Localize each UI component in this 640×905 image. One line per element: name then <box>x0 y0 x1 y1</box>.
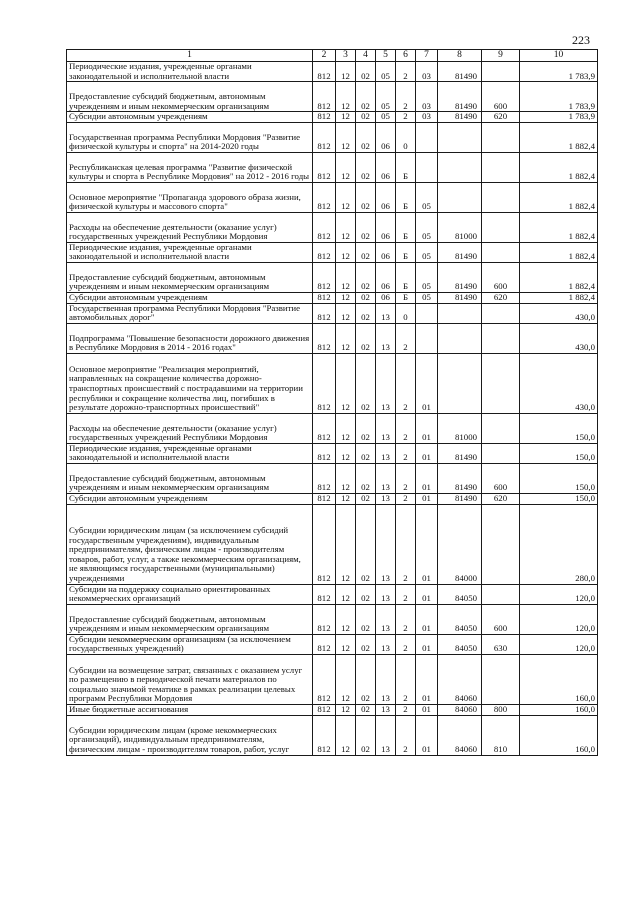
col-6-value: 0 <box>396 122 416 152</box>
col-9-value <box>482 504 520 584</box>
amount-value: 120,0 <box>520 584 598 604</box>
col-7-value: 01 <box>416 463 438 493</box>
col-4-value: 02 <box>356 504 376 584</box>
col-4-value: 02 <box>356 353 376 413</box>
table-row <box>67 212 598 242</box>
col-6-value: 2 <box>396 323 416 353</box>
col-6-value: Б <box>396 212 416 242</box>
col-7-value: 05 <box>416 292 438 303</box>
col-3-value: 12 <box>336 413 356 443</box>
col-4-value: 02 <box>356 212 376 242</box>
col-6-value: 2 <box>396 443 416 463</box>
row-label: Периодические издания, учрежденные органами законодательной и исполнительной власти <box>67 242 313 262</box>
col-3-value: 12 <box>336 323 356 353</box>
row-label: Основное мероприятие "Реализация мероприятий, направленных на сокращение количества дорожно-транспортных происшествий с пострадавшими на территории республики и сокращение количества лиц, погибших в результате дорожно-транспортных происшествий" <box>67 353 313 413</box>
col-6-value: 0 <box>396 303 416 323</box>
col-2-value: 812 <box>313 604 336 634</box>
col-5-value: 05 <box>376 82 396 112</box>
col-3-value: 12 <box>336 303 356 323</box>
col-4-value: 02 <box>356 634 376 654</box>
col-7-value: 01 <box>416 413 438 443</box>
col-3-value: 12 <box>336 242 356 262</box>
col-9-value <box>482 303 520 323</box>
col-7-value: 01 <box>416 584 438 604</box>
col-6-value: Б <box>396 292 416 303</box>
col-3-value: 12 <box>336 82 356 112</box>
row-label: Субсидии некоммерческим организациям (за исключением государственных учреждений) <box>67 634 313 654</box>
col-9-value: 630 <box>482 634 520 654</box>
col-4-value: 02 <box>356 112 376 123</box>
col-4-value: 02 <box>356 604 376 634</box>
col-8-value <box>438 152 482 182</box>
col-3-value: 12 <box>336 463 356 493</box>
col-8-value: 81490 <box>438 262 482 292</box>
column-header: 4 <box>356 50 376 62</box>
col-6-value: 2 <box>396 463 416 493</box>
col-9-value: 600 <box>482 463 520 493</box>
col-6-value: 2 <box>396 62 416 82</box>
col-4-value: 02 <box>356 493 376 504</box>
col-5-value: 13 <box>376 704 396 715</box>
row-label: Иные бюджетные ассигнования <box>67 704 313 715</box>
col-6-value: 2 <box>396 654 416 704</box>
col-9-value <box>482 443 520 463</box>
col-9-value <box>482 62 520 82</box>
col-8-value <box>438 122 482 152</box>
col-7-value: 01 <box>416 604 438 634</box>
amount-value: 150,0 <box>520 443 598 463</box>
col-3-value: 12 <box>336 122 356 152</box>
col-9-value <box>482 323 520 353</box>
col-2-value: 812 <box>313 504 336 584</box>
col-4-value: 02 <box>356 152 376 182</box>
col-5-value: 13 <box>376 504 396 584</box>
col-9-value: 600 <box>482 82 520 112</box>
col-9-value <box>482 413 520 443</box>
row-label: Государственная программа Республики Мордовия "Развитие автомобильных дорог" <box>67 303 313 323</box>
amount-value: 1 783,9 <box>520 82 598 112</box>
col-2-value: 812 <box>313 634 336 654</box>
col-4-value: 02 <box>356 262 376 292</box>
column-header: 7 <box>416 50 438 62</box>
col-4-value: 02 <box>356 443 376 463</box>
col-2-value: 812 <box>313 323 336 353</box>
table-row <box>67 292 598 303</box>
col-4-value: 02 <box>356 62 376 82</box>
col-9-value <box>482 182 520 212</box>
col-7-value: 01 <box>416 443 438 463</box>
amount-value: 430,0 <box>520 303 598 323</box>
col-5-value: 13 <box>376 443 396 463</box>
column-header: 8 <box>438 50 482 62</box>
col-5-value: 05 <box>376 62 396 82</box>
amount-value: 160,0 <box>520 654 598 704</box>
col-8-value: 81490 <box>438 62 482 82</box>
col-2-value: 812 <box>313 463 336 493</box>
amount-value: 160,0 <box>520 704 598 715</box>
table-row <box>67 463 598 493</box>
col-5-value: 13 <box>376 493 396 504</box>
amount-value: 1 882,4 <box>520 212 598 242</box>
col-9-value <box>482 152 520 182</box>
amount-value: 1 882,4 <box>520 262 598 292</box>
table-row <box>67 704 598 715</box>
col-3-value: 12 <box>336 292 356 303</box>
col-9-value <box>482 654 520 704</box>
col-5-value: 13 <box>376 584 396 604</box>
col-7-value: 01 <box>416 704 438 715</box>
row-label: Субсидии на возмещение затрат, связанных с оказанием услуг по размещению в периодической печати материалов по социально значимой тематике в рамках реализации целевых программ Республики Мордовия <box>67 654 313 704</box>
col-8-value: 84060 <box>438 704 482 715</box>
row-label: Предоставление субсидий бюджетным, автономным учреждениям и иным некоммерческим организациям <box>67 604 313 634</box>
row-label: Периодические издания, учрежденные органами законодательной и исполнительной власти <box>67 62 313 82</box>
col-6-value: 2 <box>396 82 416 112</box>
col-5-value: 05 <box>376 112 396 123</box>
col-4-value: 02 <box>356 242 376 262</box>
amount-value: 150,0 <box>520 413 598 443</box>
col-2-value: 812 <box>313 704 336 715</box>
col-5-value: 13 <box>376 634 396 654</box>
col-2-value: 812 <box>313 292 336 303</box>
row-label: Субсидии автономным учреждениям <box>67 493 313 504</box>
col-5-value: 13 <box>376 604 396 634</box>
col-2-value: 812 <box>313 242 336 262</box>
col-8-value: 81490 <box>438 463 482 493</box>
col-5-value: 13 <box>376 715 396 755</box>
col-7-value <box>416 152 438 182</box>
col-7-value: 05 <box>416 182 438 212</box>
amount-value: 1 882,4 <box>520 242 598 262</box>
col-3-value: 12 <box>336 353 356 413</box>
col-5-value: 06 <box>376 292 396 303</box>
col-6-value: 2 <box>396 604 416 634</box>
col-5-value: 13 <box>376 323 396 353</box>
col-8-value: 81490 <box>438 443 482 463</box>
col-5-value: 06 <box>376 242 396 262</box>
table-row <box>67 604 598 634</box>
col-9-value <box>482 122 520 152</box>
col-8-value: 84050 <box>438 584 482 604</box>
row-label: Республиканская целевая программа "Развитие физической культуры и спорта в Республике Мордовия" на 2012 - 2016 годы <box>67 152 313 182</box>
col-3-value: 12 <box>336 584 356 604</box>
table-row <box>67 82 598 112</box>
col-7-value: 03 <box>416 62 438 82</box>
col-8-value: 81490 <box>438 112 482 123</box>
col-8-value: 81000 <box>438 413 482 443</box>
col-8-value: 81490 <box>438 242 482 262</box>
amount-value: 1 882,4 <box>520 292 598 303</box>
table-row <box>67 715 598 755</box>
col-2-value: 812 <box>313 654 336 704</box>
col-7-value <box>416 323 438 353</box>
column-header: 9 <box>482 50 520 62</box>
col-9-value <box>482 212 520 242</box>
col-6-value: 2 <box>396 634 416 654</box>
col-9-value: 620 <box>482 112 520 123</box>
col-6-value: Б <box>396 242 416 262</box>
col-3-value: 12 <box>336 634 356 654</box>
col-3-value: 12 <box>336 604 356 634</box>
col-4-value: 02 <box>356 584 376 604</box>
col-2-value: 812 <box>313 584 336 604</box>
row-label: Субсидии юридическим лицам (за исключением субсидий государственным учреждениям), индивидуальным предпринимателям, физическим лицам - производителям товаров, работ, услуг, а также некоммерческим организациям, не являющимся государственными (муниципальными) учреждениями <box>67 504 313 584</box>
column-header: 1 <box>67 50 313 62</box>
col-2-value: 812 <box>313 353 336 413</box>
column-header: 2 <box>313 50 336 62</box>
col-5-value: 13 <box>376 413 396 443</box>
col-5-value: 06 <box>376 182 396 212</box>
amount-value: 160,0 <box>520 715 598 755</box>
col-8-value <box>438 182 482 212</box>
col-2-value: 812 <box>313 112 336 123</box>
col-4-value: 02 <box>356 413 376 443</box>
table-row <box>67 493 598 504</box>
table-row <box>67 413 598 443</box>
col-9-value: 620 <box>482 493 520 504</box>
row-label: Субсидии автономным учреждениям <box>67 292 313 303</box>
col-4-value: 02 <box>356 463 376 493</box>
col-9-value: 800 <box>482 704 520 715</box>
col-4-value: 02 <box>356 704 376 715</box>
col-9-value <box>482 584 520 604</box>
col-4-value: 02 <box>356 182 376 212</box>
table-row <box>67 242 598 262</box>
col-3-value: 12 <box>336 443 356 463</box>
col-7-value: 05 <box>416 212 438 242</box>
col-3-value: 12 <box>336 504 356 584</box>
col-6-value: 2 <box>396 112 416 123</box>
col-7-value: 01 <box>416 634 438 654</box>
table-row <box>67 122 598 152</box>
col-9-value: 600 <box>482 604 520 634</box>
amount-value: 1 882,4 <box>520 182 598 212</box>
col-5-value: 13 <box>376 303 396 323</box>
col-2-value: 812 <box>313 62 336 82</box>
row-label: Основное мероприятие "Пропаганда здорового образа жизни, физической культуры и массового спорта" <box>67 182 313 212</box>
col-2-value: 812 <box>313 152 336 182</box>
col-2-value: 812 <box>313 262 336 292</box>
col-9-value <box>482 242 520 262</box>
col-4-value: 02 <box>356 654 376 704</box>
col-8-value: 84060 <box>438 654 482 704</box>
col-8-value <box>438 353 482 413</box>
col-9-value <box>482 353 520 413</box>
amount-value: 430,0 <box>520 353 598 413</box>
col-2-value: 812 <box>313 212 336 242</box>
amount-value: 150,0 <box>520 463 598 493</box>
col-8-value <box>438 303 482 323</box>
col-3-value: 12 <box>336 654 356 704</box>
amount-value: 1 882,4 <box>520 152 598 182</box>
col-4-value: 02 <box>356 82 376 112</box>
col-5-value: 06 <box>376 212 396 242</box>
column-header: 10 <box>520 50 598 62</box>
table-row <box>67 443 598 463</box>
col-2-value: 812 <box>313 122 336 152</box>
col-7-value: 05 <box>416 262 438 292</box>
col-2-value: 812 <box>313 182 336 212</box>
col-4-value: 02 <box>356 303 376 323</box>
col-3-value: 12 <box>336 112 356 123</box>
col-8-value: 81490 <box>438 292 482 303</box>
col-6-value: Б <box>396 152 416 182</box>
table-row <box>67 584 598 604</box>
col-2-value: 812 <box>313 303 336 323</box>
budget-table <box>66 49 598 756</box>
col-6-value: Б <box>396 262 416 292</box>
row-label: Субсидии автономным учреждениям <box>67 112 313 123</box>
col-6-value: 2 <box>396 413 416 443</box>
table-row <box>67 654 598 704</box>
col-4-value: 02 <box>356 323 376 353</box>
col-6-value: 2 <box>396 584 416 604</box>
col-8-value: 84000 <box>438 504 482 584</box>
col-7-value <box>416 122 438 152</box>
col-2-value: 812 <box>313 413 336 443</box>
table-row <box>67 634 598 654</box>
col-2-value: 812 <box>313 82 336 112</box>
table-row <box>67 112 598 123</box>
table-row <box>67 152 598 182</box>
table-row <box>67 303 598 323</box>
col-3-value: 12 <box>336 715 356 755</box>
col-8-value: 84060 <box>438 715 482 755</box>
col-5-value: 13 <box>376 654 396 704</box>
col-8-value: 84050 <box>438 634 482 654</box>
column-header: 6 <box>396 50 416 62</box>
col-7-value: 01 <box>416 715 438 755</box>
col-8-value: 81000 <box>438 212 482 242</box>
table-row <box>67 62 598 82</box>
col-6-value: Б <box>396 182 416 212</box>
row-label: Предоставление субсидий бюджетным, автономным учреждениям и иным некоммерческим организациям <box>67 82 313 112</box>
col-5-value: 06 <box>376 122 396 152</box>
table-row <box>67 353 598 413</box>
row-label: Предоставление субсидий бюджетным, автономным учреждениям и иным некоммерческим организациям <box>67 262 313 292</box>
table-row <box>67 504 598 584</box>
table-row <box>67 262 598 292</box>
col-6-value: 2 <box>396 715 416 755</box>
col-3-value: 12 <box>336 62 356 82</box>
table-row <box>67 323 598 353</box>
col-6-value: 2 <box>396 504 416 584</box>
column-header: 3 <box>336 50 356 62</box>
col-5-value: 06 <box>376 152 396 182</box>
col-5-value: 13 <box>376 463 396 493</box>
row-label: Государственная программа Республики Мордовия "Развитие физической культуры и спорта" на 2014-2020 годы <box>67 122 313 152</box>
col-9-value: 600 <box>482 262 520 292</box>
col-9-value: 810 <box>482 715 520 755</box>
amount-value: 120,0 <box>520 604 598 634</box>
row-label: Расходы на обеспечение деятельности (оказание услуг) государственных учреждений Республики Мордовия <box>67 413 313 443</box>
col-7-value: 05 <box>416 242 438 262</box>
col-6-value: 2 <box>396 704 416 715</box>
col-5-value: 13 <box>376 353 396 413</box>
amount-value: 1 882,4 <box>520 122 598 152</box>
row-label: Подпрограмма "Повышение безопасности дорожного движения в Республике Мордовия в 2014 - 2016 годах" <box>67 323 313 353</box>
amount-value: 1 783,9 <box>520 62 598 82</box>
col-4-value: 02 <box>356 292 376 303</box>
col-2-value: 812 <box>313 715 336 755</box>
col-3-value: 12 <box>336 704 356 715</box>
col-9-value: 620 <box>482 292 520 303</box>
row-label: Предоставление субсидий бюджетным, автономным учреждениям и иным некоммерческим организациям <box>67 463 313 493</box>
row-label: Расходы на обеспечение деятельности (оказание услуг) государственных учреждений Республики Мордовия <box>67 212 313 242</box>
table-header-row <box>67 50 598 62</box>
table-row <box>67 182 598 212</box>
col-6-value: 2 <box>396 353 416 413</box>
page-number: 223 <box>572 33 590 47</box>
col-8-value: 81490 <box>438 493 482 504</box>
amount-value: 1 783,9 <box>520 112 598 123</box>
col-7-value <box>416 303 438 323</box>
col-7-value: 03 <box>416 82 438 112</box>
col-7-value: 03 <box>416 112 438 123</box>
col-3-value: 12 <box>336 212 356 242</box>
col-4-value: 02 <box>356 715 376 755</box>
col-3-value: 12 <box>336 262 356 292</box>
row-label: Периодические издания, учрежденные органами законодательной и исполнительной власти <box>67 443 313 463</box>
amount-value: 430,0 <box>520 323 598 353</box>
col-5-value: 06 <box>376 262 396 292</box>
col-8-value <box>438 323 482 353</box>
column-header: 5 <box>376 50 396 62</box>
col-8-value: 81490 <box>438 82 482 112</box>
col-8-value: 84050 <box>438 604 482 634</box>
amount-value: 120,0 <box>520 634 598 654</box>
col-3-value: 12 <box>336 182 356 212</box>
col-3-value: 12 <box>336 152 356 182</box>
col-7-value: 01 <box>416 353 438 413</box>
col-7-value: 01 <box>416 504 438 584</box>
row-label: Субсидии юридическим лицам (кроме некоммерческих организаций), индивидуальным предпринимателям, физическим лицам - производителям товаров, работ, услуг <box>67 715 313 755</box>
col-7-value: 01 <box>416 654 438 704</box>
col-2-value: 812 <box>313 493 336 504</box>
col-4-value: 02 <box>356 122 376 152</box>
col-3-value: 12 <box>336 493 356 504</box>
col-6-value: 2 <box>396 493 416 504</box>
amount-value: 280,0 <box>520 504 598 584</box>
col-2-value: 812 <box>313 443 336 463</box>
row-label: Субсидии на поддержку социально ориентированных некоммерческих организаций <box>67 584 313 604</box>
amount-value: 150,0 <box>520 493 598 504</box>
col-7-value: 01 <box>416 493 438 504</box>
